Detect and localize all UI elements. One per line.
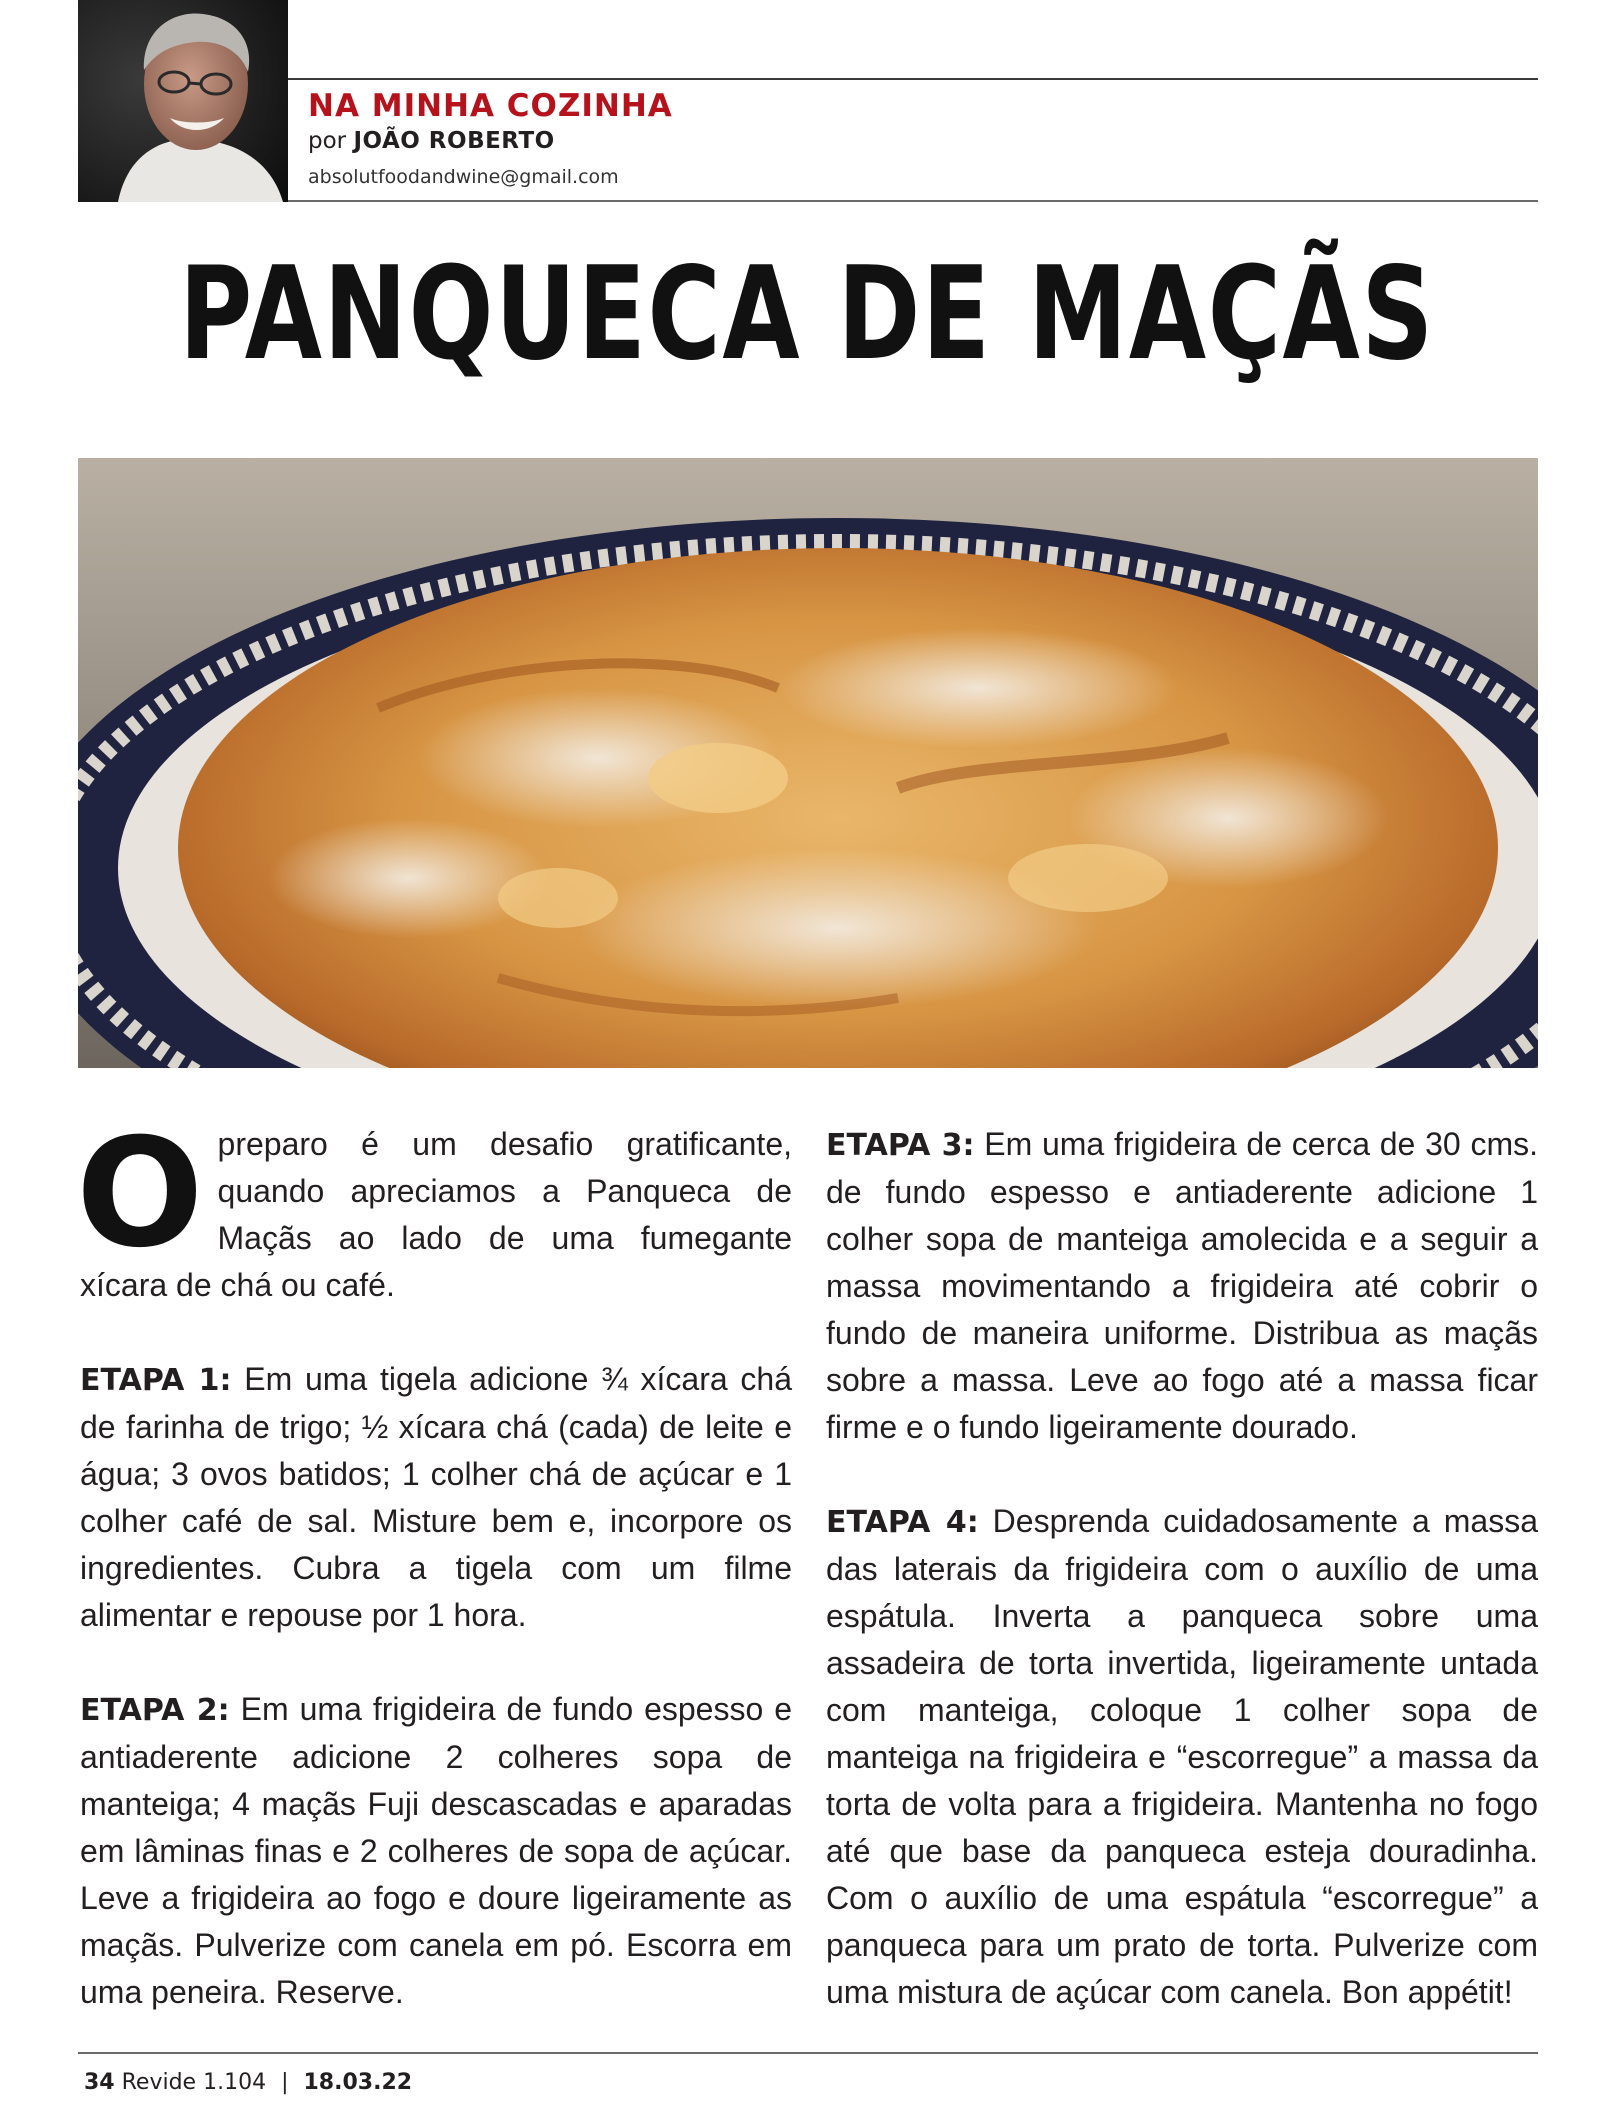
step-label: ETAPA 4: [826,1505,979,1540]
publication-name: Revide 1.104 [121,2070,267,2095]
column-name: NA MINHA COZINHA [308,88,673,124]
step-4 [826,1498,1538,2016]
step-text: Em uma frigideira de fundo espesso e antiaderente adicione 2 colheres sopa de manteiga; 4 maçãs Fuji descascadas e aparadas em lâminas finas e 2 colheres de sopa de açúcar. Leve a frigideira ao fogo e doure ligeiramente as maçãs. Pulverize com canela em pó. Escorra em uma peneira. Reserve. [80,1691,793,2010]
header-top-rule [288,78,1538,80]
intro-paragraph [76,1107,792,1309]
author-name: JOÃO ROBERTO [353,128,555,154]
page-number: 34 [84,2070,115,2095]
text-column-left [76,1107,793,2016]
step-text: Desprenda cuidadosamente a massa das laterais da frigideira com o auxílio de uma espátula. Inverta a panqueca sobre uma assadeira de torta invertida, ligeiramente untada com manteiga, coloque 1 colher sopa de manteiga na frigideira e “escorregue” a massa da torta de volta para a frigideira. Mantenha no fogo até que base da panqueca esteja douradinha. Com o auxílio de uma espátula “escorregue” a panqueca para um prato de torta. Pulverize com uma mistura de açúcar com canela. Bon appétit! [826,1503,1538,2010]
header-bottom-rule [288,200,1538,202]
step-3 [826,1121,1538,1451]
author-photo [78,0,288,202]
byline-prefix: por [308,128,347,154]
step-text: Em uma frigideira de cerca de 30 cms. de fundo espesso e antiaderente adicione 1 colher sopa de manteiga amolecida e a seguir a massa movimentando a frigideira até cobrir o fundo de maneira uniforme. Distribua as maçãs sobre a massa. Leve ao fogo até a massa ficar firme e o fundo ligeiramente dourado. [826,1126,1538,1445]
footer [84,2070,412,2095]
step-text: Em uma tigela adicione ¾ xícara chá de farinha de trigo; ½ xícara chá (cada) de leite e água; 3 ovos batidos; 1 colher chá de açúcar e 1 colher café de sal. Misture bem e, incorpore os ingredientes. Cubra a tigela com um filme alimentar e repouse por 1 hora. [80,1361,793,1633]
step-2 [80,1686,792,2016]
pancake-photo [78,458,1538,1068]
drop-cap: O [76,1107,204,1281]
step-label: ETAPA 2: [80,1693,230,1728]
step-1 [80,1356,792,1639]
footer-rule [78,2052,1538,2054]
author-email: absolutfoodandwine@gmail.com [308,166,619,188]
article-title: PANQUECA DE MAÇÃS [179,240,1435,389]
footer-separator: | [281,2070,289,2095]
step-label: ETAPA 1: [80,1363,232,1398]
issue-date: 18.03.22 [303,2070,413,2095]
text-column-right [826,1121,1538,2016]
step-label: ETAPA 3: [826,1128,975,1163]
intro-text: preparo é um desafio gratificante, quando apreciamos a Panqueca de Maçãs ao lado de uma fumegante xícara de chá ou café. [80,1126,792,1303]
byline [308,128,555,154]
